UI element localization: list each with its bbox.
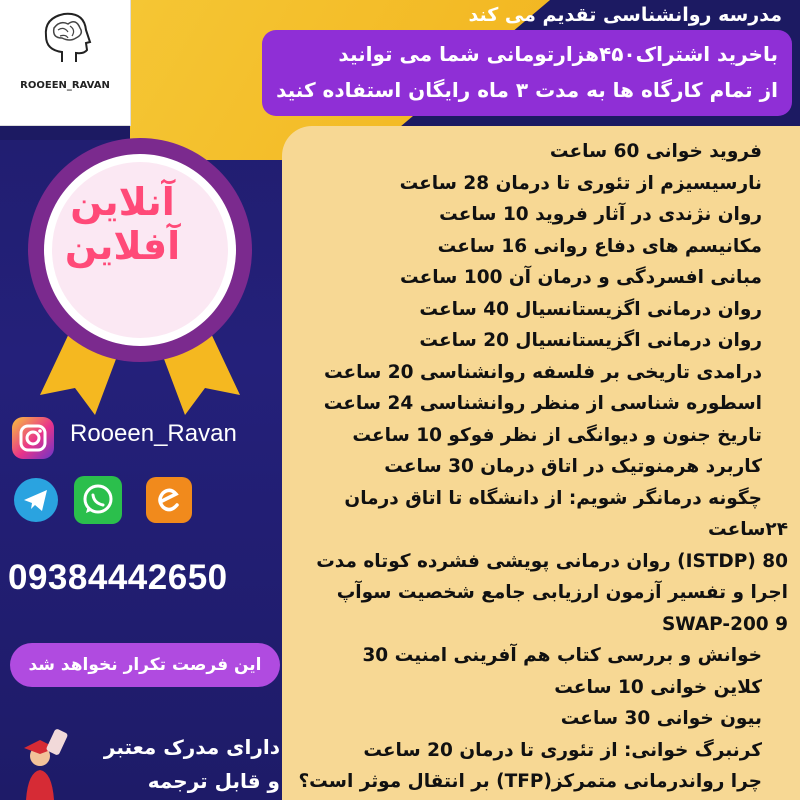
list-item: نارسیسیزم از تئوری تا درمان 28 ساعت [399, 172, 762, 194]
list-item: روان نژندی در آثار فروید 10 ساعت [439, 204, 762, 225]
list-item: SWAP-200 9 [661, 613, 788, 635]
eitaa-icon[interactable] [146, 477, 192, 523]
badge-line-2: آفلاین [64, 224, 181, 268]
list-item: مبانی افسردگی و درمان آن 100 ساعت [400, 267, 762, 288]
graduate-icon [10, 716, 72, 800]
certificate-text [70, 730, 280, 798]
list-item: چرا رواندرمانی متمرکز(TFP) بر انتقال موثر است؟ [298, 771, 762, 792]
certificate-line-1: دارای مدرک معتبر [103, 735, 280, 759]
logo [0, 0, 130, 125]
list-item: مکانیسم های دفاع روانی 16 ساعت [437, 235, 762, 257]
instagram-icon[interactable] [12, 417, 54, 459]
list-item: اجرا و تفسیر آزمون ارزیابی جامع شخصیت سوآپ [336, 582, 788, 603]
list-item: ۲۴ساعت [708, 519, 788, 540]
list-item: درامدی تاریخی بر فلسفه روانشناسی 20 ساعت [323, 361, 762, 383]
promo-line-2: از تمام کارگاه ها به مدت ۳ ماه رایگان استفاده کنید [276, 78, 778, 102]
course-list [288, 136, 788, 798]
list-item: کرنبرگ خوانی: از تئوری تا درمان 20 ساعت [363, 739, 762, 761]
list-item: فروید خوانی 60 ساعت [549, 141, 762, 162]
badge-text [40, 180, 205, 268]
certificate-line-2: و قابل ترجمه [147, 769, 280, 793]
instagram-handle[interactable]: Rooeen_Ravan [70, 420, 237, 447]
list-item: تاریخ جنون و دیوانگی از نظر فوکو 10 ساعت [352, 424, 762, 446]
list-item: اسطوره شناسی از منظر روانشناسی 24 ساعت [323, 393, 762, 414]
brain-head-icon [32, 6, 98, 66]
list-item: کلاین خوانی 10 ساعت [554, 676, 762, 698]
list-item: کاربرد هرمنوتیک در اتاق درمان 30 ساعت [384, 456, 762, 477]
list-item: خوانش و بررسی کتاب هم آفرینی امنیت 30 [362, 645, 762, 666]
list-item: چگونه درمانگر شویم: از دانشگاه تا اتاق درمان [344, 487, 762, 509]
whatsapp-icon[interactable] [74, 476, 122, 524]
page-title: مدرسه روانشناسی تقدیم می کند [468, 4, 782, 26]
award-ribbon-icon [20, 130, 260, 420]
logo-text: ROOEEN_RAVAN [20, 80, 110, 91]
offer-banner: این فرصت تکرار نخواهد شد [10, 643, 280, 687]
promo-banner [262, 30, 792, 116]
list-item: 80 (ISTDP) روان درمانی پویشی فشرده کوتاه مدت [316, 550, 788, 572]
promo-line-1: باخرید اشتراک۴۵۰هزارتومانی شما می توانید [338, 42, 778, 66]
badge-line-1: آنلاین [70, 180, 175, 224]
list-item: روان درمانی اگزیستانسیال 20 ساعت [419, 330, 762, 351]
phone-number[interactable]: 09384442650 [8, 558, 228, 597]
telegram-icon[interactable] [14, 478, 58, 522]
list-item: بیون خوانی 30 ساعت [560, 708, 762, 729]
list-item: روان درمانی اگزیستانسیال 40 ساعت [419, 298, 762, 320]
